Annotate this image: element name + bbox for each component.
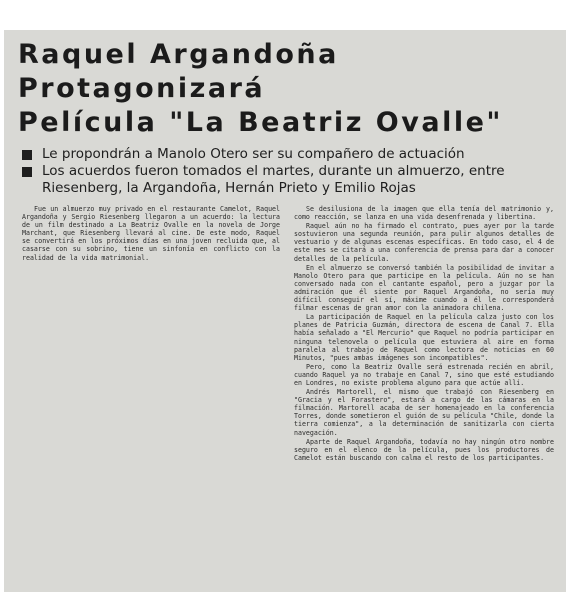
paragraph: Raquel aún no ha firmado el contrato, pues ayer por la tarde sostuvieron una segunda reunión, para pulir algunos detalles de vestuario y de algunas escenas específicas. En todo caso, el 4 de este mes se citará a una conferencia de prensa para dar a conocer detalles de la película. [294,222,554,263]
column-left [22,205,280,463]
column-right [294,205,554,463]
paragraph: Se desilusiona de la imagen que ella tenía del matrimonio y, como reacción, se lanza en una vida desenfrenada y libertina. [294,205,554,222]
paragraph: Andrés Martorell, el mismo que trabajó con Riesenberg en "Gracia y el Forastero", estará a cargo de las cámaras en la filmación. Martorell acaba de ser homenajeado en la conferencia Torres, donde sometieron el guión de su película "Chile, donde la tierra comienza", a la determinación de sanitizarla con cierta navegación. [294,388,554,437]
square-bullet-icon [22,150,32,160]
subhead-2 [22,163,552,197]
headline-line-1: Raquel Argandoña Protagonizará [18,39,339,104]
subhead-2-text: Los acuerdos fueron tomados el martes, durante un almuerzo, entre Riesenberg, la Argandoña, Hernán Prieto y Emilio Rojas [42,163,505,196]
headline-line-2: Película "La Beatriz Ovalle" [18,107,503,138]
newspaper-clipping [4,30,566,592]
paragraph: Pero, como la Beatriz Ovalle será estrenada recién en abril, cuando Raquel ya no trabaje en Canal 7, sino que esté estudiando en Londres, no existe problema alguno para que actúe allí. [294,362,554,387]
paragraph: En el almuerzo se conversó también la posibilidad de invitar a Manolo Otero para que participe en la película. Aún no se han conversado nada con el cantante español, pero a juzgar por la admiración que él siente por Raquel Argandoña, no sería muy difícil conseguir el sí, máxime cuando a él le corresponderá filmar escenas de gran amor con la animadora chilena. [294,263,554,313]
square-bullet-icon [22,167,32,177]
headline [4,30,566,140]
subhead-1 [22,146,552,163]
paragraph: La participación de Raquel en la película calza justo con los planes de Patricia Guzmán, directora de escena de Canal 7. Ella había señalado a "El Mercurio" que Raquel no podría participar en ninguna telenovela o película que estuviera al aire en forma paralela al trabajo de Raquel como lectora de noticias en 60 Minutos, "pues ambas imágenes son incompatibles". [294,313,554,362]
article-body [22,205,554,463]
paragraph: Aparte de Raquel Argandoña, todavía no hay ningún otro nombre seguro en el elenco de la película, pues los productores de Camelot están buscando con calma el resto de los participantes. [294,437,554,462]
subhead-1-text: Le propondrán a Manolo Otero ser su compañero de actuación [42,146,465,162]
subheads [4,146,566,197]
paragraph: Fue un almuerzo muy privado en el restaurante Camelot, Raquel Argandoña y Sergio Riesenberg llegaron a un acuerdo: la lectura de un film destinado a La Beatriz Ovalle en la novela de Jorge Marchant, que Riesenberg llevará al cine. De este modo, Raquel se convertirá en los próximos días en una joven recluida que, al casarse con su sobrino, tiene un sinfonía en conflicto con la realidad de la vida matrimonial. [22,205,280,262]
